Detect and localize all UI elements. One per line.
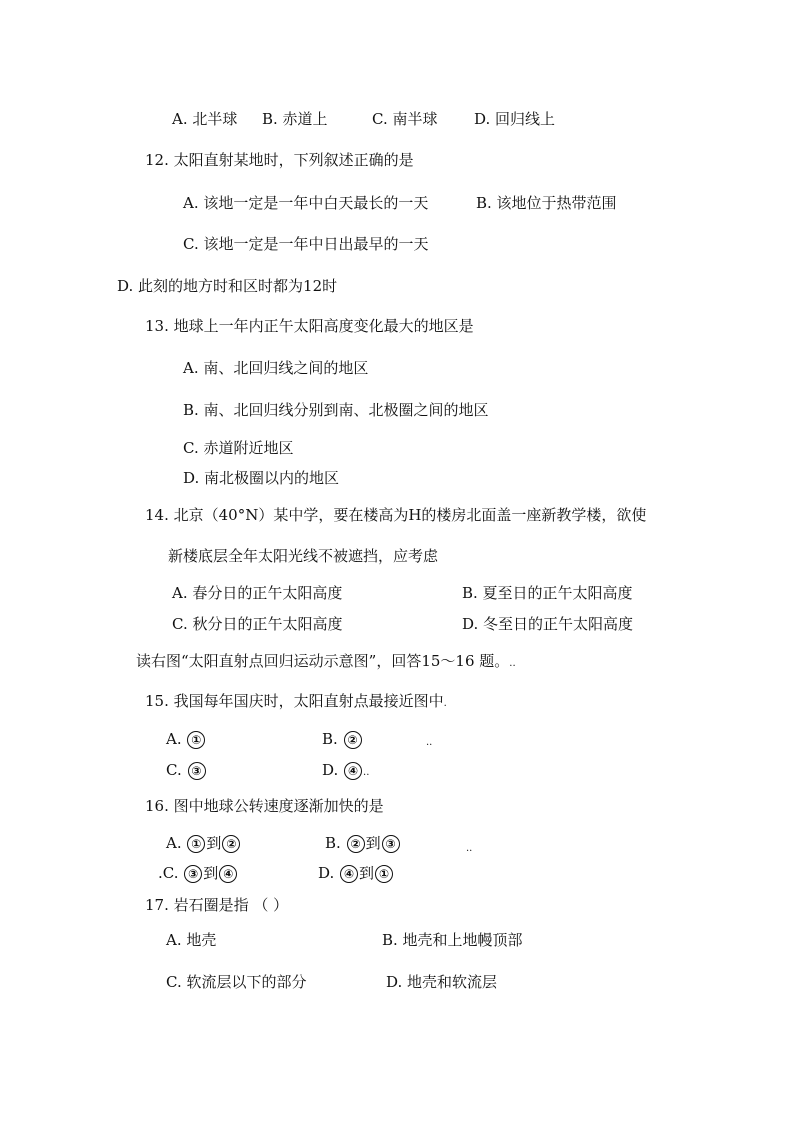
q13-option-b: B. 南、北回归线分别到南、北极圈之间的地区 [183, 401, 489, 419]
q12-stem: 12. 太阳直射某地时，下列叙述正确的是 [145, 151, 414, 169]
q14-stem-line2: 新楼底层全年太阳光线不被遮挡，应考虑 [168, 547, 439, 565]
q14-stem-line1: 14. 北京（40°N）某中学，要在楼高为H的楼房北面盖一座新教学楼，欲使 [145, 506, 647, 524]
q11-option-a: A. 北半球 [172, 110, 238, 128]
circled-number: ③ [184, 865, 202, 883]
ellipsis-mark: .. [363, 767, 370, 778]
circled-number: ① [187, 731, 205, 749]
q13-option-d: D. 南北极圈以内的地区 [183, 469, 340, 487]
q16-option-a: A. ① 到 ② [166, 834, 241, 853]
q12-option-a: A. 该地一定是一年中白天最长的一天 [183, 194, 429, 212]
q16-option-b: B. ② 到 ③ [325, 834, 401, 853]
q11-option-d: D. 回归线上 [474, 110, 556, 128]
q14-option-b: B. 夏至日的正午太阳高度 [462, 584, 633, 602]
circled-number: ③ [188, 762, 206, 780]
q11-option-c: C. 南半球 [372, 110, 438, 128]
circled-number: ① [375, 865, 393, 883]
q16-option-d: D. ④ 到 ① [318, 864, 394, 883]
q15-stem: 15. 我国每年国庆时，太阳直射点最接近图中. [145, 692, 447, 710]
circled-number: ④ [219, 865, 237, 883]
circled-number: ④ [340, 865, 358, 883]
q13-option-c: C. 赤道附近地区 [183, 439, 294, 457]
q17-stem: 17. 岩石圈是指 （ ） [145, 896, 289, 914]
q13-stem: 13. 地球上一年内正午太阳高度变化最大的地区是 [145, 317, 474, 335]
circled-number: ② [344, 731, 362, 749]
circled-number: ② [347, 835, 365, 853]
q17-option-b: B. 地壳和上地幔顶部 [382, 931, 523, 949]
q17-option-a: A. 地壳 [166, 931, 217, 949]
circled-number: ③ [382, 835, 400, 853]
ellipsis-mark: .. [466, 843, 473, 854]
q15-option-c: C. ③ [166, 761, 207, 780]
q16-option-c: .C. ③ 到 ④ [158, 864, 238, 883]
q15-option-d: D. ④ .. [322, 761, 370, 779]
q11-option-b: B. 赤道上 [262, 110, 328, 128]
ellipsis-mark: .. [426, 737, 433, 748]
q12-option-d: D. 此刻的地方时和区时都为12时 [117, 277, 338, 295]
q15-option-b: B. ② [322, 730, 363, 749]
q12-option-c: C. 该地一定是一年中日出最早的一天 [183, 235, 429, 253]
ellipsis-mark: .. [509, 658, 516, 669]
circled-number: ① [187, 835, 205, 853]
q15-option-a: A. ① [166, 730, 206, 749]
q12-option-b: B. 该地位于热带范围 [476, 194, 617, 212]
q17-option-c: C. 软流层以下的部分 [166, 973, 307, 991]
q16-stem: 16. 图中地球公转速度逐渐加快的是 [145, 797, 384, 815]
q13-option-a: A. 南、北回归线之间的地区 [183, 359, 369, 377]
q17-option-d: D. 地壳和软流层 [386, 973, 498, 991]
circled-number: ② [222, 835, 240, 853]
circled-number: ④ [344, 762, 362, 780]
instruction-15-16: 读右图“太阳直射点回归运动示意图”，回答15～16 题。.. [136, 652, 516, 670]
q14-option-a: A. 春分日的正午太阳高度 [172, 584, 343, 602]
ellipsis-mark: . [443, 698, 447, 709]
q14-option-c: C. 秋分日的正午太阳高度 [172, 615, 343, 633]
q14-option-d: D. 冬至日的正午太阳高度 [462, 615, 634, 633]
